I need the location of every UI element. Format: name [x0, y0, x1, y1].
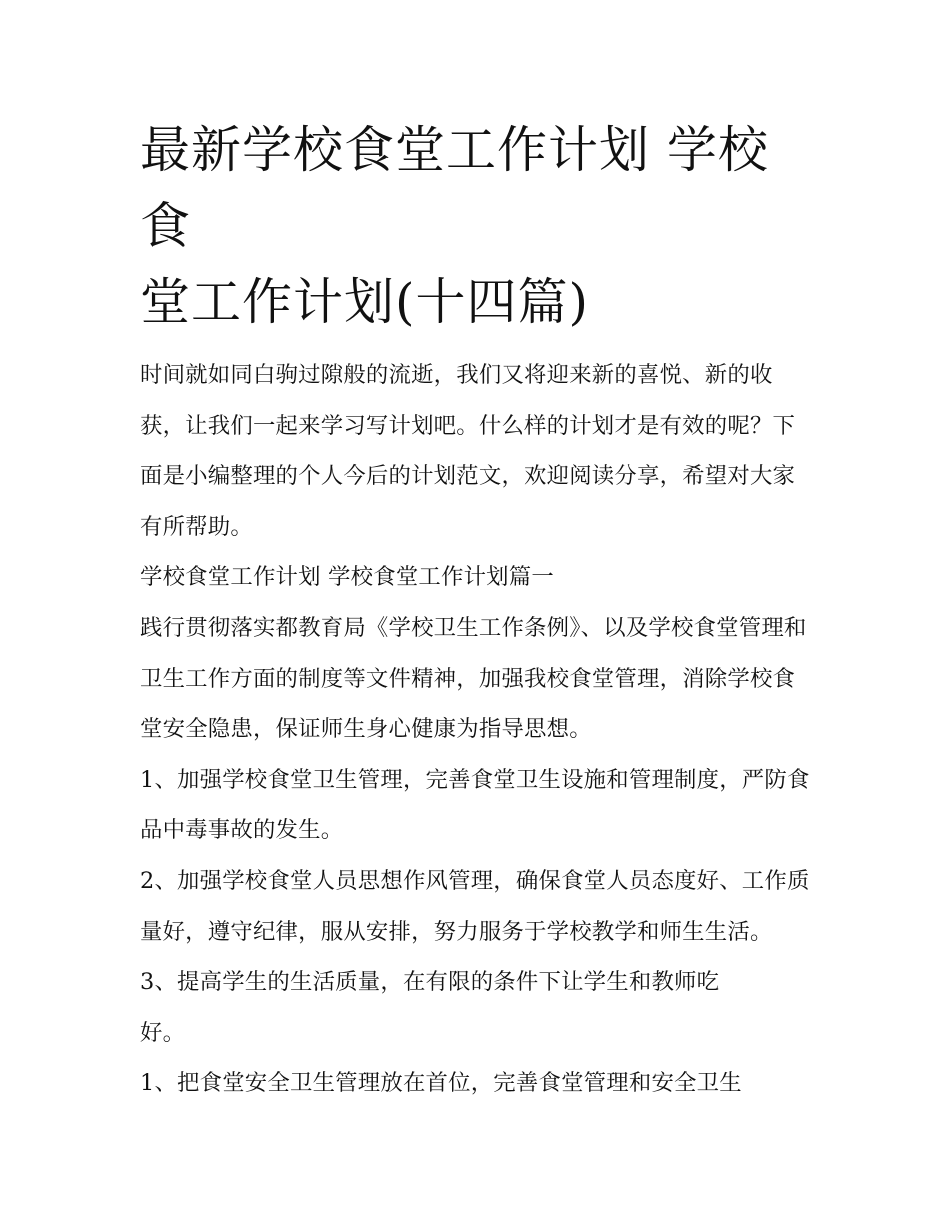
goal-item-3: 3、提高学生的生活质量，在有限的条件下让学生和教师吃	[140, 969, 720, 996]
guiding-principle-paragraph: 践行贯彻落实都教育局《学校卫生工作条例》、以及学校食堂管理和卫生工作方面的制度等文件精神，加强我校食堂管理，消除学校食堂安全隐患，保证师生身心健康为指导思想。	[140, 614, 807, 743]
goal-item-2: 2、加强学校食堂人员思想作风管理，确保食堂人员态度好、工作质量好，遵守纪律，服从安排，努力服务于学校教学和师生生活。	[140, 867, 810, 945]
goal-item-1: 1、加强学校食堂卫生管理，完善食堂卫生设施和管理制度，严防食品中毒事故的发生。	[140, 766, 810, 844]
document-content	[140, 112, 812, 1109]
document-body	[140, 350, 812, 1109]
section-heading: 学校食堂工作计划 学校食堂工作计划篇一	[140, 564, 554, 591]
measure-item-1: 1、把食堂安全卫生管理放在首位，完善食堂管理和安全卫生	[140, 1070, 742, 1097]
title-line-1: 最新学校食堂工作计划 学校食	[140, 121, 769, 255]
document-title	[140, 112, 812, 340]
goal-item-3-continuation: 好。	[140, 1019, 186, 1046]
title-line-2: 堂工作计划(十四篇)	[140, 273, 590, 331]
intro-paragraph: 时间就如同白驹过隙般的流逝，我们又将迎来新的喜悦、新的收获，让我们一起来学习写计划吧。什么样的计划才是有效的呢？下面是小编整理的个人今后的计划范文，欢迎阅读分享，希望对大家有所帮助。	[140, 362, 796, 540]
